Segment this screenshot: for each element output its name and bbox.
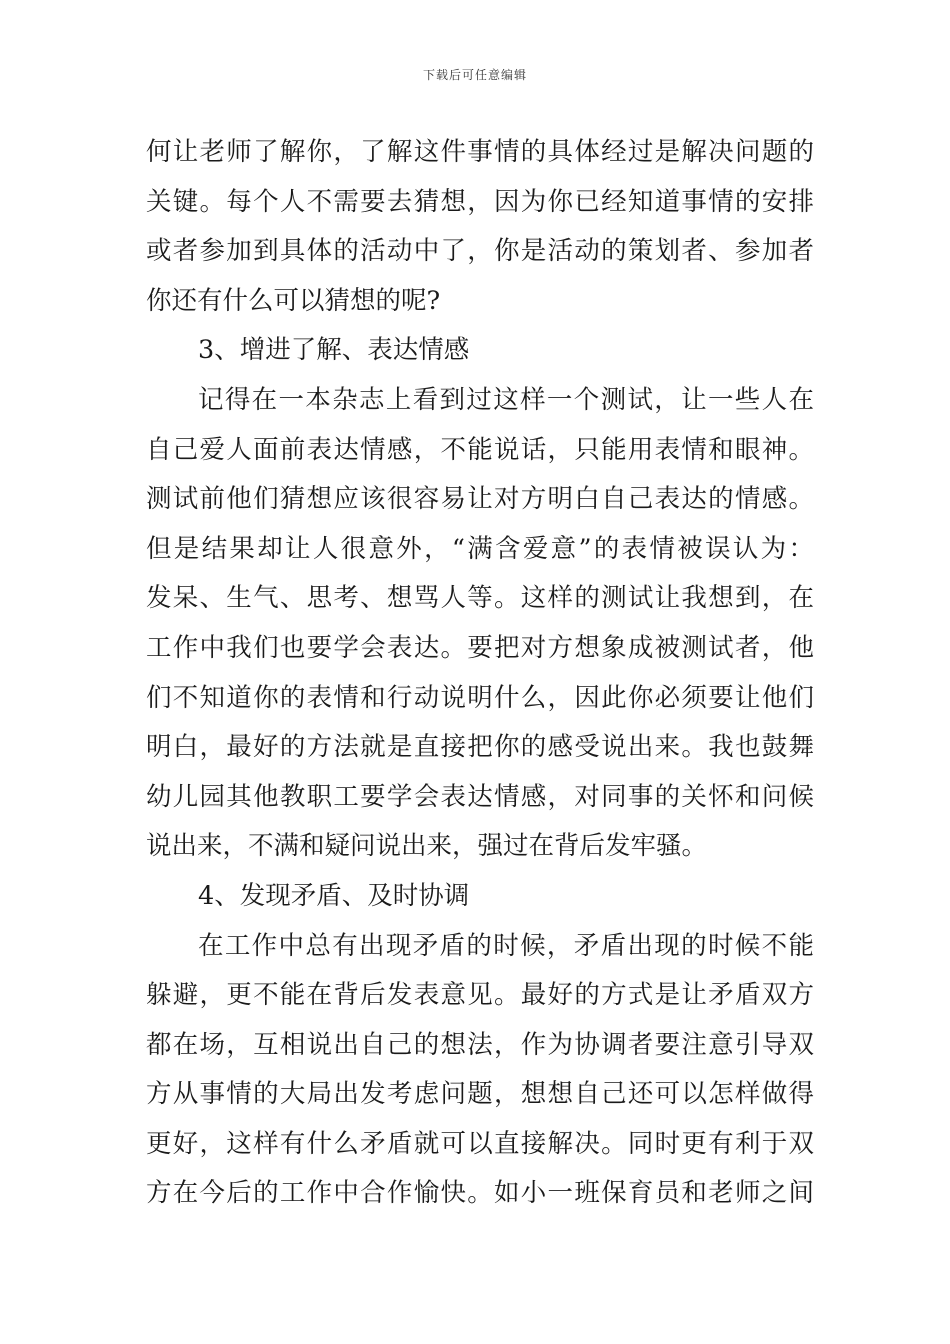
body-line: 或者参加到具体的活动中了，你是活动的策划者、参加者: [146, 236, 814, 267]
body-line: 方从事情的大局出发考虑问题，想想自己还可以怎样做得: [146, 1079, 814, 1110]
body-line: 说出来，不满和疑问说出来，强过在背后发牢骚。: [146, 831, 708, 862]
body-line: 工作中我们也要学会表达。要把对方想象成被测试者，他: [146, 632, 814, 663]
paragraph-start-line: 记得在一本杂志上看到过这样一个测试，让一些人在: [198, 384, 814, 415]
body-line: 明白，最好的方法就是直接把你的感受说出来。我也鼓舞: [146, 732, 814, 763]
body-line: 方在今后的工作中合作愉快。如小一班保育员和老师之间: [146, 1178, 814, 1209]
section-heading-4: 4、发现矛盾、及时协调: [198, 880, 470, 911]
body-line: 何让老师了解你，了解这件事情的具体经过是解决问题的: [146, 137, 814, 167]
body-line: 测试前他们猜想应该很容易让对方明白自己表达的情感。: [146, 484, 814, 515]
body-line: 更好，这样有什么矛盾就可以直接解决。同时更有利于双: [146, 1128, 814, 1159]
body-line: 躲避，更不能在背后发表意见。最好的方式是让矛盾双方: [146, 980, 814, 1011]
body-line: 自己爱人面前表达情感，不能说话，只能用表情和眼神。: [146, 434, 814, 465]
body-line: 关键。每个人不需要去猜想，因为你已经知道事情的安排: [146, 186, 814, 217]
paragraph-start-line: 在工作中总有出现矛盾的时候，矛盾出现的时候不能: [198, 930, 814, 961]
section-heading-3: 3、增进了解、表达情感: [198, 335, 470, 366]
body-line: 你还有什么可以猜想的呢?: [146, 285, 441, 316]
body-line: 幼儿园其他教职工要学会表达情感，对同事的关怀和问候: [146, 781, 814, 812]
body-line: 们不知道你的表情和行动说明什么，因此你必须要让他们: [146, 682, 814, 713]
body-line: 但是结果却让人很意外，“满含爱意”的表情被误认为：: [146, 533, 814, 564]
body-line: 都在场，互相说出自己的想法，作为协调者要注意引导双: [146, 1029, 814, 1060]
page-header: 下载后可任意编辑: [422, 68, 527, 82]
body-line: 发呆、生气、思考、想骂人等。这样的测试让我想到，在: [146, 583, 814, 614]
document-body: [146, 128, 814, 1219]
